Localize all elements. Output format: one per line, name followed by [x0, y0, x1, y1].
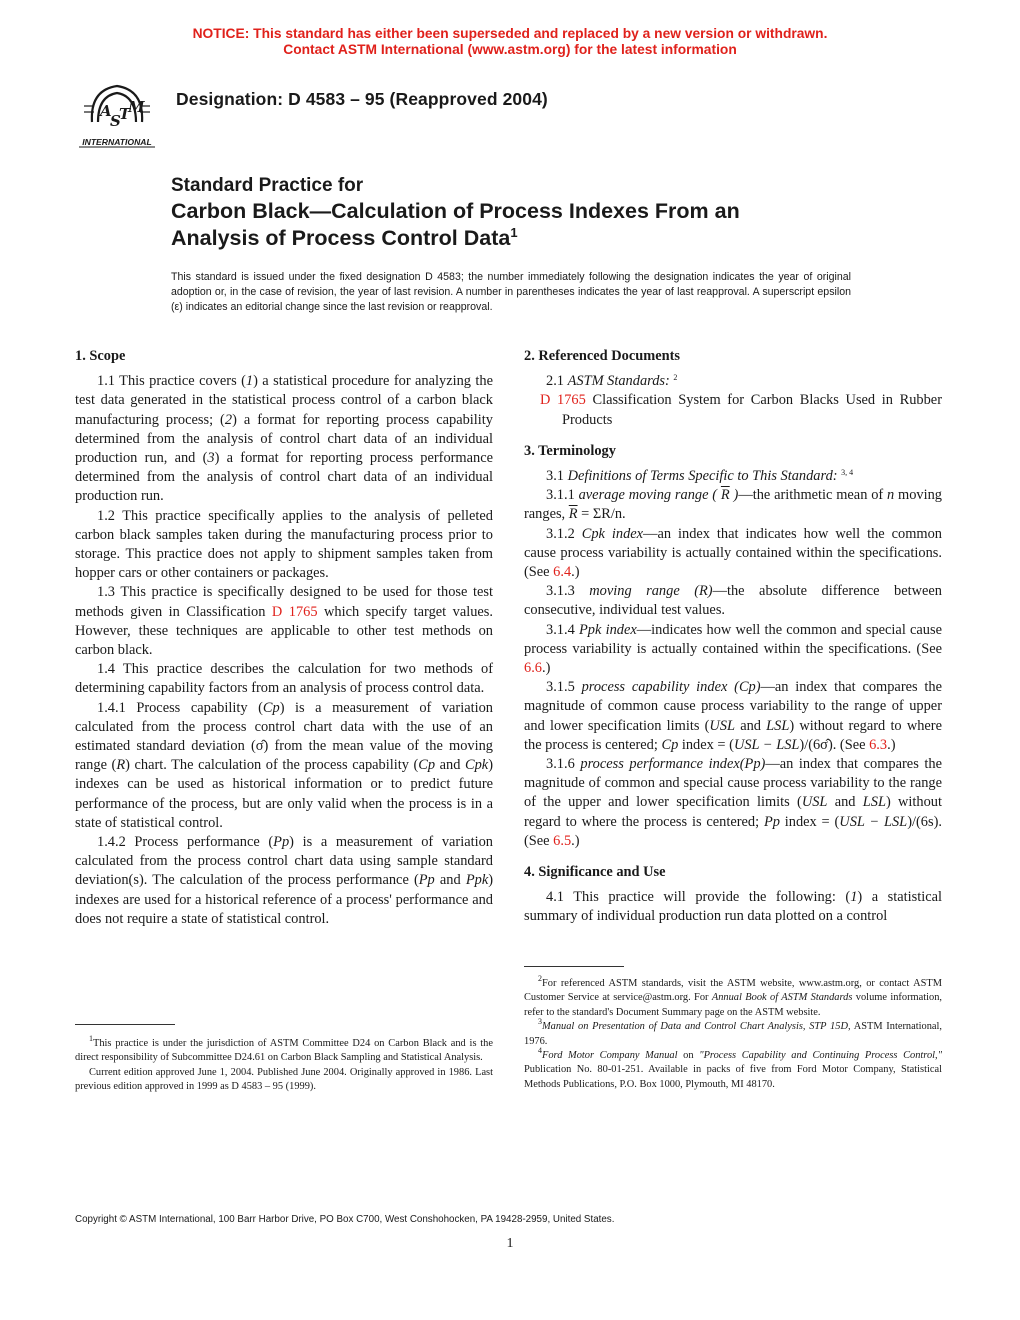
link-6-5[interactable]: 6.5 — [553, 832, 572, 849]
notice-line-2: Contact ASTM International (www.astm.org) for the latest information — [283, 42, 737, 57]
para-1-2: 1.2 This practice specifically applies to the analysis of pelleted carbon black samples taken during the manufacturing process prior to storage. This practice does not apply to shipment samples taken from hopper cars or other containers or packages. — [75, 507, 493, 582]
para-1-4: 1.4 This practice describes the calculation for two methods of determining capability factors from an analysis of process control data. — [75, 661, 493, 697]
link-6-4[interactable]: 6.4 — [553, 564, 572, 581]
copyright-line: Copyright © ASTM International, 100 Barr Harbor Drive, PO Box C700, West Conshohocken, PA 19428-2959, United States. — [75, 1214, 615, 1225]
section-heading-referenced: 2. Referenced Documents — [524, 348, 680, 364]
title-block — [171, 174, 891, 252]
designation: Designation: D 4583 – 95 (Reapproved 2004) — [176, 89, 548, 109]
para-3-1-2: 3.1.2 Cpk index—an index that indicates how well the common cause process variability is actually contained within the specifications. (See 6.4.) — [524, 525, 942, 581]
footnote-left — [75, 1024, 493, 1095]
para-3-1-1: 3.1.1 average moving range ( $\overline{R}$ )—the arithmetic mean of n moving ranges, $\overline{R} = \Sigma R/n$. — [524, 487, 942, 523]
para-3-1-5: 3.1.5 process capability index (Cp)—an index that compares the magnitude of common cause process variability to the range of upper and lower specification limits (USL and LSL) without regard to where the process is centered; Cp index = (USL − LSL)/(6σ̂). (See 6.3.) — [524, 679, 942, 753]
title-prefix: Standard Practice for — [171, 175, 364, 196]
para-4-1: 4.1 This practice will provide the following: (1) a statistical summary of individual production run data plotted on a control — [524, 889, 942, 925]
footnote-1-edition: Current edition approved June 1, 2004. Published June 2004. Originally approved in 1986. Last previous edition approved in 1999 as D 4583 – 95 (1999). — [75, 1066, 493, 1093]
svg-text:S: S — [110, 112, 121, 130]
footnotes-right — [524, 966, 942, 1092]
notice-line-1: NOTICE: This standard has either been superseded and replaced by a new version or withdrawn. — [192, 26, 828, 41]
logo-subtext: INTERNATIONAL — [82, 137, 152, 147]
footnote-divider-right — [524, 966, 624, 967]
link-d1765-ref[interactable]: D 1765 — [540, 392, 586, 409]
link-d1765[interactable]: D 1765 — [271, 603, 318, 620]
reference-d1765: D 1765 Classification System for Carbon Blacks Used in Rubber Products — [540, 392, 942, 428]
para-1-3: 1.3 This practice is specifically designed to be used for those test methods given in Classification D 1765 which specify target values. However, these techniques are applicable to other test methods on carbon black. — [75, 584, 493, 659]
right-column — [524, 347, 942, 927]
svg-text:M: M — [128, 98, 145, 116]
footnote-3: $^3$Manual on Presentation of Data and Control Chart Analysis, STP 15D, ASTM International, 1976. — [524, 1017, 942, 1047]
footnote-4: $^4$Ford Motor Company Manual on "Process Capability and Continuing Process Control," Publication No. 80-01-251. Available in packs of five from Ford Motor Company, Statistical Methods Publications, P.O. Box 1000, Plymouth, MI 48170. — [524, 1046, 942, 1090]
section-heading-scope: 1. Scope — [75, 348, 126, 364]
footnote-1: $^1$This practice is under the jurisdiction of ASTM Committee D24 on Carbon Black and is the direct responsibility of Subcommittee D24.61 on Carbon Black Sampling and Statistical Analysis. — [75, 1034, 493, 1064]
footnote-2: $^2$For referenced ASTM standards, visit the ASTM website, www.astm.org, or contact ASTM Customer Service at service@astm.org. For Annual Book of ASTM Standards volume information, refer to the standard's Document Summary page on the ASTM website. — [524, 974, 942, 1018]
para-3-1: 3.1 Definitions of Terms Specific to This Standard: $^{3, 4}$ — [546, 468, 854, 485]
svg-text:A: A — [100, 102, 112, 120]
para-3-1-6: 3.1.6 process performance index(Pp)—an index that compares the magnitude of common and special cause process variability to the range of the upper and lower specification limits (USL and LSL) without regard to where the process is centered; Pp index = (USL − LSL)/(6s). (See 6.5.) — [524, 756, 942, 849]
section-heading-significance: 4. Significance and Use — [524, 864, 666, 881]
para-1-1: 1.1 This practice covers (1) a statistical procedure for analyzing the test data generated in the statistical process control of a carbon black manufacturing process; (2) a format for reporting process capability determined from the analysis of control chart data of an individual production run, and (3) a format for reporting process performance determined from the analysis of control chart data of an individual production run. — [75, 373, 493, 505]
astm-logo-icon — [74, 76, 160, 150]
withdrawal-notice — [0, 26, 1020, 58]
footnote-divider — [75, 1024, 175, 1025]
para-3-1-3: 3.1.3 moving range (R)—the absolute difference between consecutive, individual test values. — [524, 583, 942, 619]
svg-text:T: T — [119, 105, 131, 123]
issued-note: This standard is issued under the fixed designation D 4583; the number immediately following the designation indicates the year of original adoption or, in the case of revision, the year of last revision. A number in parentheses indicates the year of last reapproval. A superscript epsilon (ε) indicates an editorial change since the last revision or reapproval. — [171, 271, 851, 313]
para-3-1-4: 3.1.4 Ppk index—indicates how well the common and special cause process variability is actually contained within the specifications. (See 6.6.) — [524, 621, 942, 677]
title-line-2: Analysis of Process Control Data$^1$ — [171, 225, 518, 250]
para-1-4-1: 1.4.1 Process capability (Cp) is a measurement of variation calculated from the process control chart data with the use of an estimated standard deviation (σ̂) from the mean value of the moving range (R) chart. The calculation of the process capability (Cp and Cpk) indexes can be used as historical information or to predict future performance of the process, but are only valid when the process is in a state of statistical control. — [75, 699, 493, 831]
para-2-1: 2.1 ASTM Standards: $^2$ — [546, 373, 678, 390]
left-column — [75, 347, 493, 929]
title-footnote-ref[interactable]: 1 — [510, 225, 518, 240]
link-6-3[interactable]: 6.3 — [869, 736, 888, 753]
para-1-4-2: 1.4.2 Process performance (Pp) is a measurement of variation calculated from the process control chart data using sample standard deviation(s). The calculation of the process performance (Pp and Ppk) indexes are used for a historical reference of a process' performance and does not require a state of statistical control. — [75, 834, 493, 927]
title-line-1: Carbon Black—Calculation of Process Indexes From an — [171, 199, 740, 223]
section-heading-terminology: 3. Terminology — [524, 442, 616, 459]
page-number: 1 — [506, 1236, 514, 1251]
link-6-6[interactable]: 6.6 — [524, 660, 542, 677]
